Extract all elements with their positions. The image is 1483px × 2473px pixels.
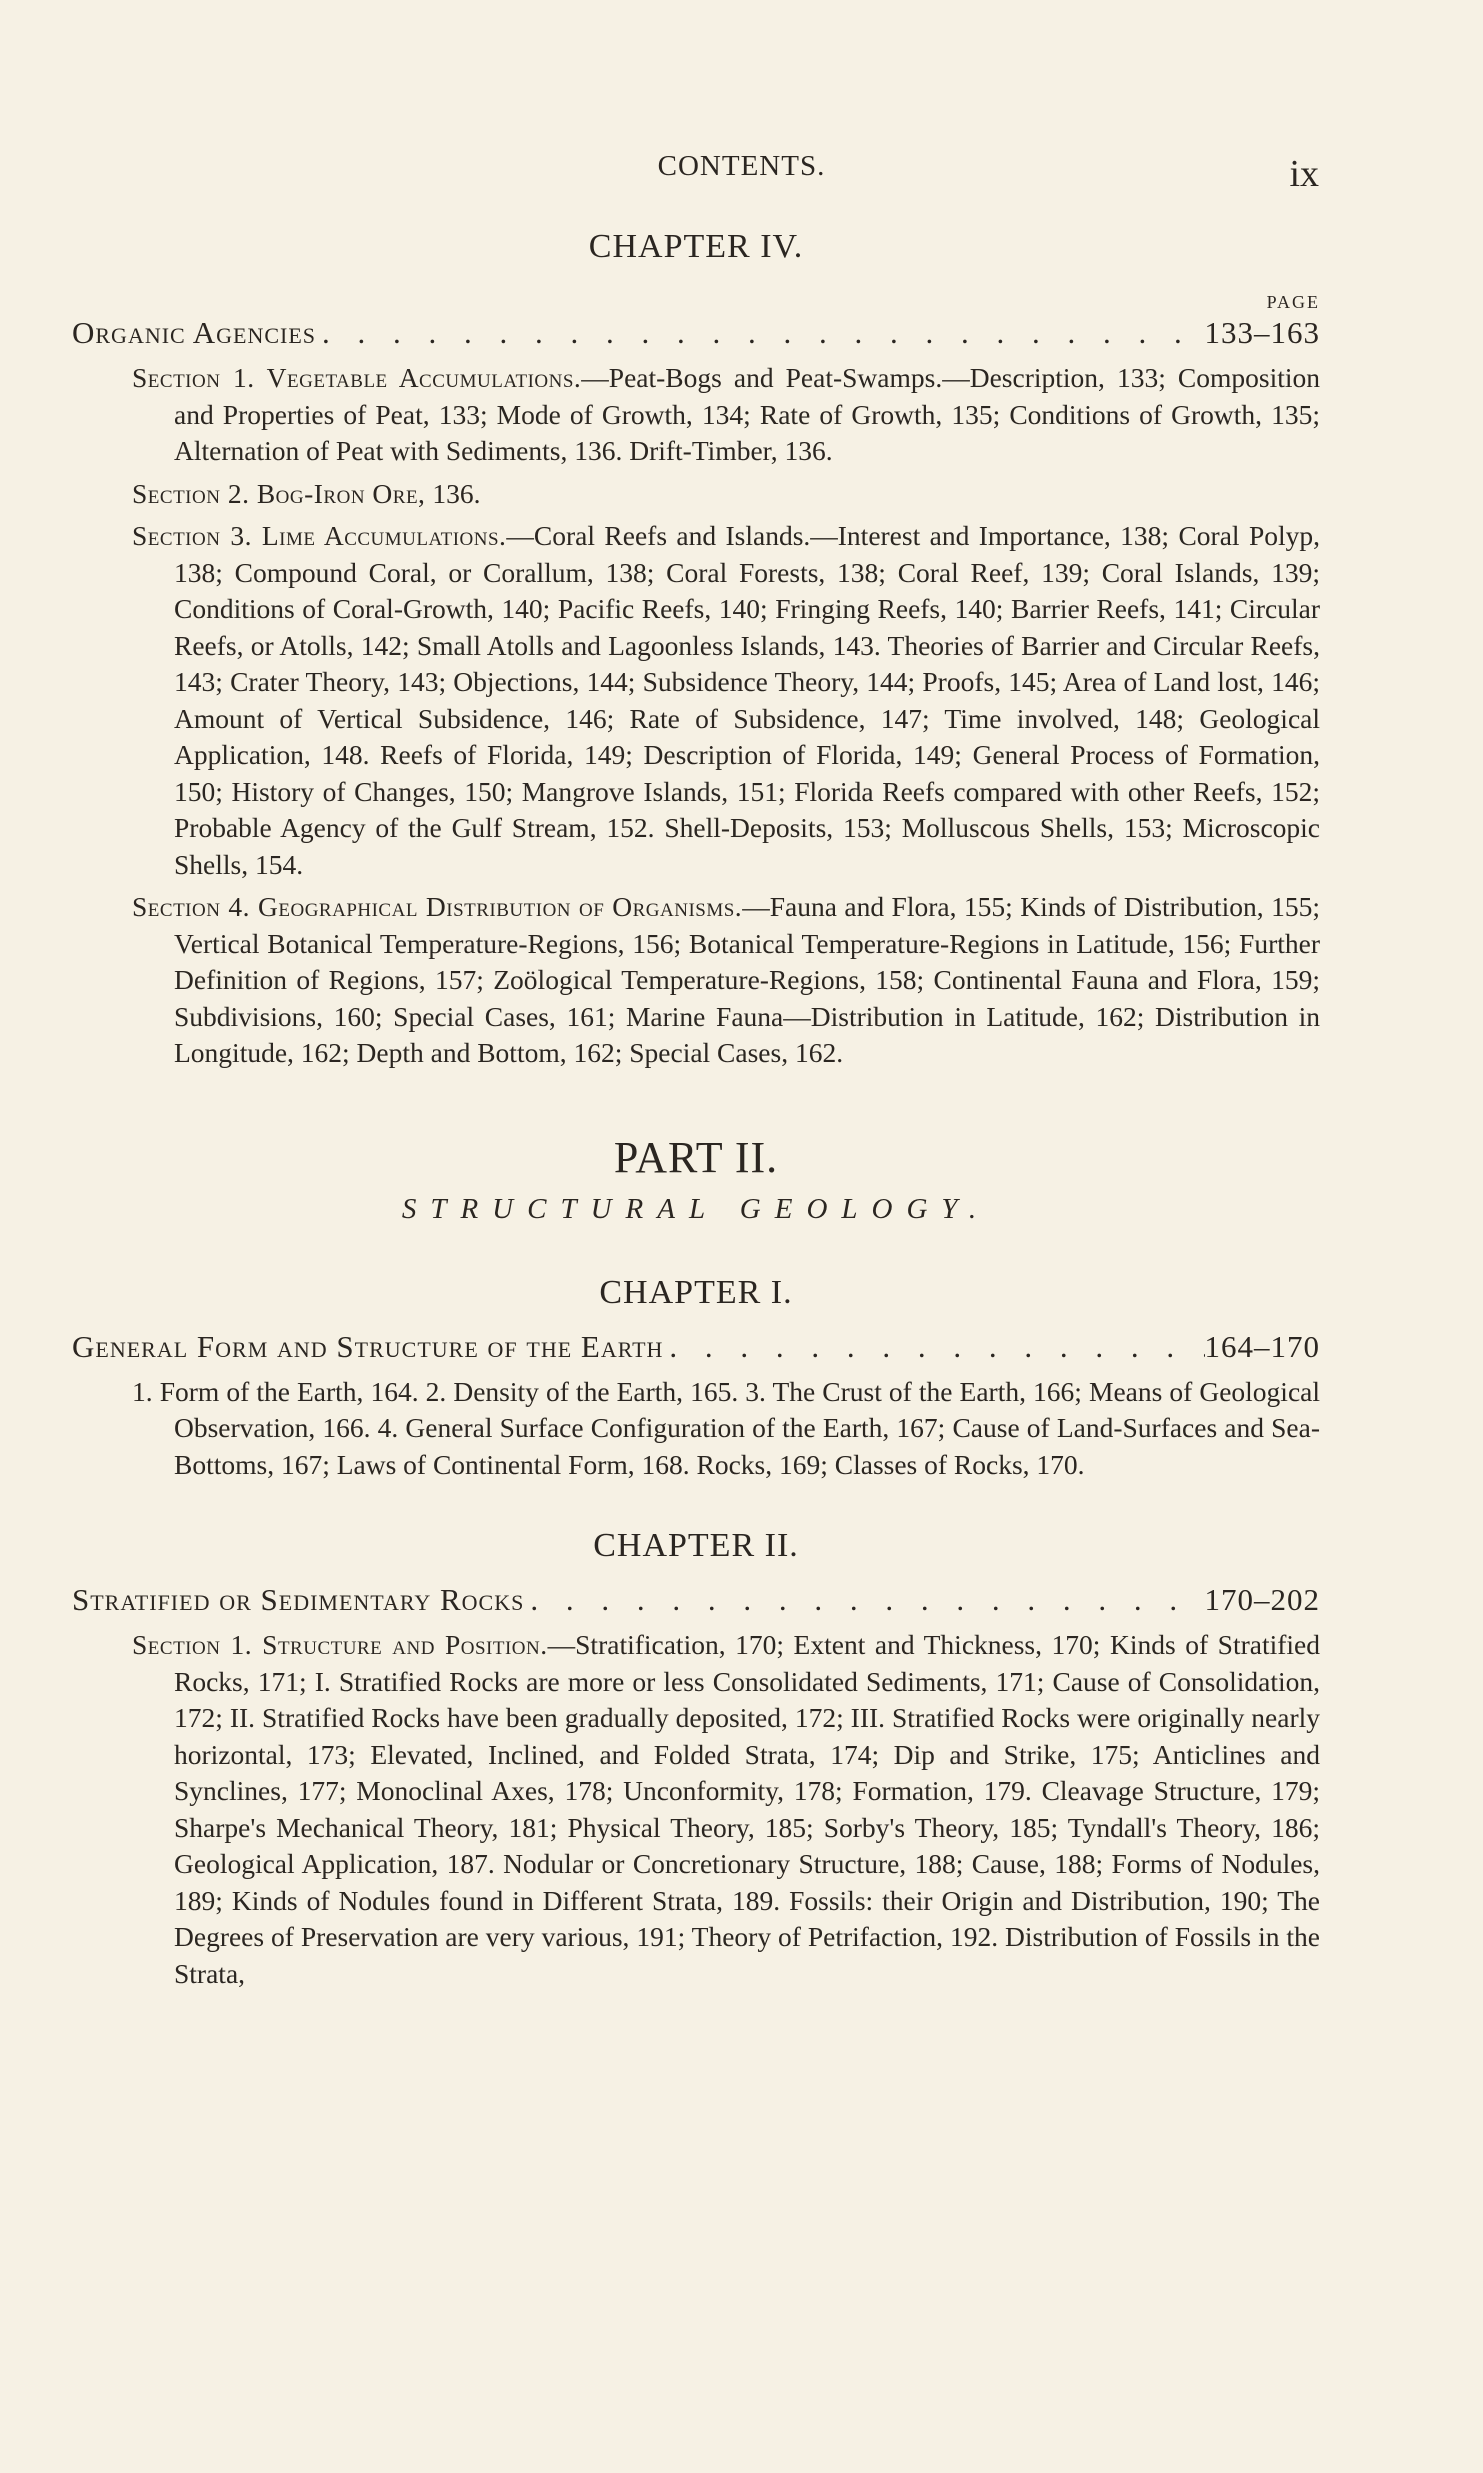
section-text: —Stratification, 170; Extent and Thickness, 170; Kinds of Stratified Rocks, 171; I. Stratified Rocks are more or less Consolidated Sediments, 171; Cause of Consolidation, 172; II. Stratified Rocks have been gradually deposited, 172; III. Stratified Rocks were originally nearly horizontal, 173; Elevated, Inclined, and Folded Strata, 174; Dip and Strike, 175; Anticlines and Synclines, 177; Monoclinal Axes, 178; Unconformity, 178; Formation, 179. Cleavage Structure, 179; Sharpe's Mechanical Theory, 181; Physical Theory, 185; Sorby's Theory, 185; Tyndall's Theory, 186; Geological Application, 187. Nodular or Concretionary Structure, 188; Cause, 188; Forms of Nodules, 189; Kinds of Nodules found in Different Strata, 189. Fossils: their Origin and Distribution, 190; The Degrees of Preservation are very various, 191; Theory of Petrifaction, 192. Distribution of Fossils in the Strata, — [174, 1629, 1320, 1989]
section-label: Section 2. Bog-Iron Ore, — [132, 477, 426, 509]
running-header — [0, 150, 1483, 195]
chapter-ii-heading: CHAPTER II. — [593, 1527, 799, 1564]
contents-body — [72, 228, 1320, 1992]
chapter-ii-entry — [72, 1579, 1320, 1621]
chapter-i-title: General Form and Structure of the Earth — [72, 1328, 664, 1364]
section-text: —Coral Reefs and Islands.—Interest and Importance, 138; Coral Polyp, 138; Compound Coral, or Corallum, 138; Coral Forests, 138; Coral Reef, 139; Coral Islands, 139; Conditions of Coral-Growth, 140; Pacific Reefs, 140; Fringing Reefs, 140; Barrier Reefs, 141; Circular Reefs, or Atolls, 142; Small Atolls and Lagoonless Islands, 143. Theories of Barrier and Circular Reefs, 143; Crater Theory, 143; Objections, 144; Subsidence Theory, 144; Proofs, 145; Area of Land lost, 146; Amount of Vertical Subsidence, 146; Rate of Subsidence, 147; Time involved, 148; Geological Application, 148. Reefs of Florida, 149; Description of Florida, 149; General Process of Formation, 150; History of Changes, 150; Mangrove Islands, 151; Florida Reefs compared with other Reefs, 152; Probable Agency of the Gulf Stream, 152. Shell-Deposits, 153; Molluscous Shells, 153; Microscopic Shells, 154. — [174, 520, 1320, 880]
chapter-iv-section-4 — [132, 889, 1320, 1072]
section-text: 136. — [425, 477, 481, 509]
section-label: Section 4. Geographical Distribution of Organisms. — [132, 891, 743, 922]
page-number: ix — [1289, 153, 1319, 195]
chapter-iv-pages: 133–163 — [1204, 315, 1320, 350]
part-ii-subtitle: STRUCTURAL GEOLOGY. — [401, 1192, 991, 1225]
chapter-ii-section-1 — [132, 1627, 1320, 1992]
chapter-i-pages: 164–170 — [1204, 1328, 1320, 1364]
chapter-iv-section-1 — [132, 360, 1320, 470]
chapter-i-text: 1. Form of the Earth, 164. 2. Density of the Earth, 165. 3. The Crust of the Earth, 166; Means of Geological Observation, 166. 4. General Surface Configuration of the Earth, 167; Cause of Land-Surfaces and Sea-Bottoms, 167; Laws of Continental Form, 168. Rocks, 169; Classes of Rocks, 170. — [132, 1375, 1320, 1480]
dot-leader — [663, 1326, 1204, 1368]
chapter-iv-section-2 — [132, 476, 1320, 513]
section-label: Section 1. Vegetable Accumulations. — [132, 362, 582, 393]
section-label: Section 3. Lime Accumulations. — [132, 520, 507, 551]
dot-leader — [524, 1579, 1204, 1621]
chapter-iv-section-3 — [132, 518, 1320, 883]
section-text: —Fauna and Flora, 155; Kinds of Distribution, 155; Vertical Botanical Temperature-Regions, 156; Botanical Temperature-Regions in Latitude, 156; Further Definition of Regions, 157; Zoölogical Temperature-Regions, 158; Continental Fauna and Flora, 159; Subdivisions, 160; Special Cases, 161; Marine Fauna—Distribution in Latitude, 162; Distribution in Longitude, 162; Depth and Bottom, 162; Special Cases, 162. — [174, 891, 1320, 1068]
chapter-ii-title: Stratified or Sedimentary Rocks — [72, 1582, 525, 1617]
page-column-label: PAGE — [1266, 292, 1320, 312]
section-label: Section 1. Structure and Position. — [132, 1629, 548, 1660]
running-title: CONTENTS. — [657, 150, 826, 182]
chapter-iv-entry — [72, 312, 1320, 354]
chapter-i-entry — [72, 1326, 1320, 1368]
chapter-ii-pages: 170–202 — [1204, 1582, 1320, 1617]
dot-leader — [316, 312, 1204, 354]
chapter-i-heading: CHAPTER I. — [599, 1273, 793, 1311]
part-ii-heading: PART II. — [613, 1132, 779, 1182]
chapter-iv-heading: CHAPTER IV. — [588, 228, 804, 265]
section-text: —Peat-Bogs and Peat-Swamps.—Description, 133; Composition and Properties of Peat, 133; Mode of Growth, 134; Rate of Growth, 135; Conditions of Growth, 135; Alternation of Peat with Sediments, 136. Drift-Timber, 136. — [174, 362, 1320, 466]
chapter-iv-title: Organic Agencies — [72, 315, 317, 350]
